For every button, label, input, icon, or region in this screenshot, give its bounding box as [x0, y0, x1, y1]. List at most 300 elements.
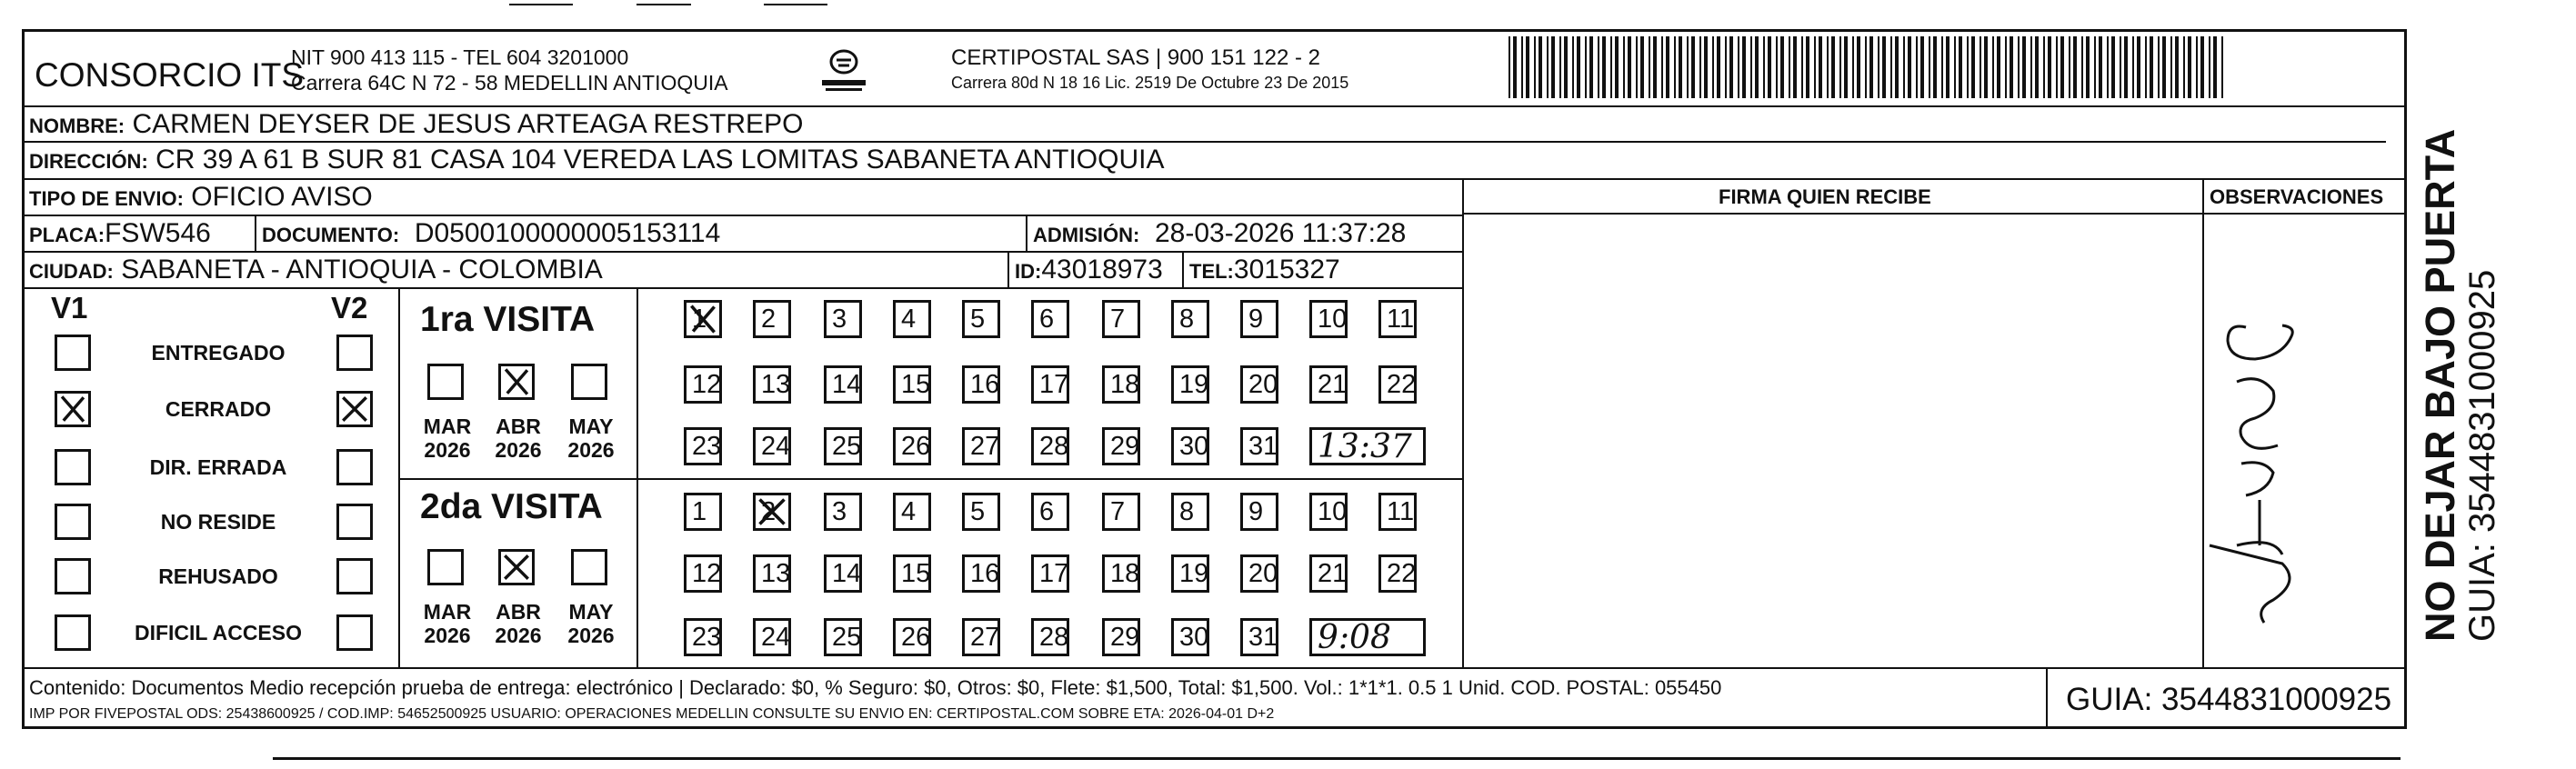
status-label: DIFICIL ACCESO: [134, 621, 302, 644]
status-v2-checkbox[interactable]: [336, 614, 373, 651]
day-box[interactable]: [1171, 427, 1209, 465]
barcode-bar: [1954, 36, 1956, 98]
barcode-bar: [1628, 36, 1631, 98]
month-checkbox[interactable]: [498, 549, 535, 585]
barcode-bar: [1577, 36, 1580, 98]
day-box[interactable]: [1031, 427, 1069, 465]
day-box[interactable]: [684, 554, 722, 593]
v1-header: V1: [51, 291, 88, 325]
barcode-bar: [1547, 36, 1549, 98]
day-box[interactable]: [962, 493, 1000, 531]
day-number: 11: [1387, 497, 1415, 526]
day-box[interactable]: [962, 554, 1000, 593]
barcode-bar: [2150, 36, 2153, 98]
barcode-bar: [1564, 36, 1568, 98]
barcode-bar: [1640, 36, 1644, 98]
day-box[interactable]: [1102, 427, 1140, 465]
day-number: 17: [1039, 559, 1069, 588]
barcode-bar: [2132, 36, 2134, 98]
barcode-bar: [1857, 36, 1860, 98]
day-box[interactable]: [753, 618, 791, 656]
barcode-bar: [1559, 36, 1561, 98]
time-box[interactable]: [1309, 427, 1426, 465]
day-box[interactable]: [753, 300, 791, 338]
day-box[interactable]: [1240, 493, 1278, 531]
ciudad-label: CIUDAD:: [29, 260, 114, 283]
barcode-bar: [1687, 36, 1689, 98]
id-value: 43018973: [1041, 255, 1163, 285]
day-box[interactable]: [893, 618, 931, 656]
day-box[interactable]: [1102, 300, 1140, 338]
barcode-bar: [2145, 36, 2147, 98]
day-box[interactable]: [1378, 300, 1417, 338]
status-label: DIR. ERRADA: [149, 455, 287, 479]
visit2-title: 2da VISITA: [420, 487, 603, 526]
barcode-bar: [1959, 36, 1962, 98]
month-checkbox[interactable]: [498, 364, 535, 400]
day-number: 2: [761, 305, 777, 334]
nombre-value: CARMEN DEYSER DE JESUS ARTEAGA RESTREPO: [132, 109, 804, 139]
admision-value: 28-03-2026 11:37:28: [1155, 218, 1407, 248]
month-name: ABR: [496, 414, 541, 438]
barcode-bar: [2018, 36, 2020, 98]
month-year: 2026: [495, 624, 542, 648]
barcode-bar: [2188, 36, 2191, 98]
scan-mark: [764, 4, 827, 5]
month-name: MAR: [423, 600, 472, 624]
day-number: 9: [1248, 497, 1264, 526]
day-box[interactable]: [1240, 618, 1278, 656]
certipostal-info: CERTIPOSTAL SAS | 900 151 122 - 2: [951, 45, 1320, 70]
day-box[interactable]: [824, 554, 862, 593]
barcode-bar: [1780, 36, 1784, 98]
barcode-bar: [2086, 36, 2090, 98]
company-address: Carrera 64C N 72 - 58 MEDELLIN ANTIOQUIA: [291, 71, 728, 95]
day-box[interactable]: [1240, 300, 1278, 338]
barcode-bar: [1903, 36, 1905, 98]
barcode-bar: [1526, 36, 1529, 98]
day-number: 3: [832, 497, 847, 526]
day-box[interactable]: [962, 618, 1000, 656]
day-number: 16: [970, 370, 1000, 399]
day-number: 23: [692, 432, 722, 461]
footer-imp: IMP POR FIVEPOSTAL ODS: 25438600925 / COD.IMP: 54652500925 USUARIO: OPERACIONES MEDELLIN CONSULTE SU ENVIO EN: CERTIPOSTAL.COM SOBRE ETA: 2026-04-01 D+2: [29, 706, 1275, 722]
status-v1-checkbox[interactable]: [55, 504, 91, 540]
barcode-bar: [1895, 36, 1899, 98]
day-box[interactable]: [1102, 493, 1140, 531]
barcode-bar: [1729, 36, 1733, 98]
barcode-bar: [1509, 36, 1510, 98]
day-box[interactable]: [1171, 618, 1209, 656]
day-box[interactable]: [824, 300, 862, 338]
v2-header: V2: [331, 291, 368, 325]
barcode-bar: [1827, 36, 1829, 98]
barcode-bar: [1908, 36, 1911, 98]
side-guia: GUIA: 3544831000925: [2462, 269, 2502, 642]
day-number: 3: [832, 305, 847, 334]
day-number: 20: [1248, 559, 1278, 588]
day-number: 26: [901, 623, 931, 652]
day-box[interactable]: [1031, 618, 1069, 656]
barcode-bar: [2030, 36, 2032, 98]
barcode-bar: [1831, 36, 1835, 98]
day-box[interactable]: [1102, 618, 1140, 656]
barcode-bar: [1920, 36, 1924, 98]
day-x-mark: [756, 495, 788, 536]
month-year: 2026: [567, 438, 615, 463]
documento-value: D0500100000005153114: [414, 218, 721, 248]
barcode-bar: [2209, 36, 2210, 98]
barcode-bar: [1602, 36, 1606, 98]
barcode-bar: [1865, 36, 1867, 98]
barcode-bar: [2137, 36, 2140, 98]
day-box[interactable]: [1378, 554, 1417, 593]
day-box[interactable]: [684, 493, 722, 531]
barcode-bar: [1653, 36, 1657, 98]
barcode-bar: [2170, 36, 2172, 98]
barcode-bar: [2022, 36, 2026, 98]
id-label: ID:: [1015, 260, 1042, 283]
status-label: REHUSADO: [158, 564, 278, 588]
barcode-bar: [1793, 36, 1797, 98]
barcode-bar: [1534, 36, 1536, 98]
barcode-bar: [1691, 36, 1695, 98]
barcode-bar: [1589, 36, 1593, 98]
certipostal-logo: [817, 42, 871, 96]
day-number: 25: [832, 432, 862, 461]
month-label: [491, 414, 546, 463]
month-year: 2026: [424, 624, 471, 648]
barcode-bar: [2043, 36, 2045, 98]
day-box[interactable]: [962, 300, 1000, 338]
scan-mark: [509, 4, 573, 5]
day-number: 13: [761, 559, 791, 588]
barcode-bar: [1539, 36, 1542, 98]
barcode-bar: [2221, 36, 2223, 98]
day-number: 15: [901, 559, 931, 588]
tipo-label: TIPO DE ENVIO:: [29, 187, 184, 210]
placa-label: PLACA:: [29, 224, 105, 246]
day-number: 24: [761, 623, 791, 652]
day-number: 7: [1110, 497, 1126, 526]
barcode-bar: [1717, 36, 1720, 98]
day-box[interactable]: [1031, 365, 1069, 404]
tipo-value: OFICIO AVISO: [191, 182, 373, 212]
day-box[interactable]: [1378, 365, 1417, 404]
placa-value: FSW546: [105, 218, 211, 248]
day-box[interactable]: [893, 365, 931, 404]
day-number: 21: [1318, 559, 1348, 588]
barcode-bar: [1649, 36, 1650, 98]
day-number: 9: [1248, 305, 1264, 334]
day-number: 26: [901, 432, 931, 461]
barcode-bar: [1712, 36, 1714, 98]
status-v2-checkbox[interactable]: [336, 558, 373, 594]
barcode-bar: [1666, 36, 1669, 98]
month-year: 2026: [495, 438, 542, 463]
barcode-bar: [1882, 36, 1886, 98]
day-number: 16: [970, 559, 1000, 588]
day-box[interactable]: [1102, 554, 1140, 593]
status-v2-checkbox[interactable]: [336, 391, 373, 427]
day-number: 1: [692, 305, 707, 334]
barcode-bar: [1776, 36, 1778, 98]
day-number: 8: [1179, 305, 1195, 334]
no-dejar-text: NO DEJAR BAJO PUERTA: [2417, 128, 2463, 642]
day-number: 12: [692, 559, 722, 588]
day-number: 17: [1039, 370, 1069, 399]
barcode-bar: [1946, 36, 1950, 98]
barcode: [1505, 36, 2228, 98]
barcode-bar: [1725, 36, 1727, 98]
status-v1-checkbox[interactable]: [55, 614, 91, 651]
day-box[interactable]: [1309, 300, 1348, 338]
barcode-bar: [1742, 36, 1746, 98]
day-number: 23: [692, 623, 722, 652]
company-name: CONSORCIO ITS: [35, 56, 305, 94]
barcode-bar: [2107, 36, 2109, 98]
ciudad-value: SABANETA - ANTIOQUIA - COLOMBIA: [121, 255, 603, 285]
barcode-bar: [1615, 36, 1619, 98]
day-number: 19: [1179, 370, 1209, 399]
barcode-bar: [1763, 36, 1765, 98]
barcode-bar: [2099, 36, 2102, 98]
barcode-bar: [1878, 36, 1879, 98]
day-number: 21: [1318, 370, 1348, 399]
day-number: 18: [1110, 559, 1140, 588]
observaciones-header: OBSERVACIONES: [2210, 185, 2384, 208]
barcode-bar: [2162, 36, 2166, 98]
day-box[interactable]: [1102, 365, 1140, 404]
barcode-bar: [1890, 36, 1892, 98]
day-box[interactable]: [824, 427, 862, 465]
company-nit: NIT 900 413 115 - TEL 604 3201000: [291, 45, 629, 69]
barcode-bar: [2200, 36, 2204, 98]
documento-label: DOCUMENTO:: [262, 224, 400, 246]
day-box[interactable]: [753, 493, 791, 531]
barcode-bar: [1929, 36, 1930, 98]
month-checkbox[interactable]: [571, 549, 607, 585]
day-number: 13: [761, 370, 791, 399]
barcode-bar: [2213, 36, 2217, 98]
day-number: 14: [832, 370, 862, 399]
month-label: [564, 600, 618, 648]
barcode-bar: [1598, 36, 1599, 98]
barcode-bar: [1814, 36, 1816, 98]
day-box[interactable]: [1171, 365, 1209, 404]
day-box[interactable]: [1240, 554, 1278, 593]
time-box[interactable]: [1309, 618, 1426, 656]
barcode-bar: [1852, 36, 1854, 98]
day-box[interactable]: [684, 427, 722, 465]
barcode-bar: [1980, 36, 1981, 98]
barcode-bar: [1806, 36, 1809, 98]
day-box[interactable]: [1031, 493, 1069, 531]
day-box[interactable]: [824, 365, 862, 404]
status-v2-checkbox[interactable]: [336, 504, 373, 540]
barcode-bar: [1513, 36, 1517, 98]
month-name: MAY: [568, 600, 614, 624]
status-v1-checkbox[interactable]: [55, 391, 91, 427]
barcode-bar: [2111, 36, 2115, 98]
day-number: 7: [1110, 305, 1126, 334]
tel-label: TEL:: [1189, 260, 1234, 283]
barcode-bar: [2056, 36, 2058, 98]
day-box[interactable]: [1240, 427, 1278, 465]
day-number: 11: [1387, 305, 1415, 334]
day-box[interactable]: [1240, 365, 1278, 404]
status-v2-checkbox[interactable]: [336, 335, 373, 371]
day-box[interactable]: [1031, 300, 1069, 338]
day-number: 28: [1039, 623, 1069, 652]
day-box[interactable]: [753, 554, 791, 593]
status-v1-checkbox[interactable]: [55, 449, 91, 485]
bottom-rule: [273, 757, 2401, 760]
barcode-bar: [1699, 36, 1701, 98]
barcode-bar: [1819, 36, 1822, 98]
day-box[interactable]: [824, 493, 862, 531]
day-box[interactable]: [1309, 554, 1348, 593]
day-number: 10: [1318, 497, 1348, 526]
barcode-bar: [1661, 36, 1663, 98]
day-box[interactable]: [1309, 493, 1348, 531]
day-number: 18: [1110, 370, 1140, 399]
day-number: 6: [1039, 497, 1055, 526]
barcode-bar: [2005, 36, 2007, 98]
barcode-bar: [2120, 36, 2121, 98]
day-number: 6: [1039, 305, 1055, 334]
barcode-bar: [1636, 36, 1638, 98]
barcode-bar: [1674, 36, 1676, 98]
status-v2-checkbox[interactable]: [336, 449, 373, 485]
barcode-bar: [1844, 36, 1848, 98]
day-box[interactable]: [893, 554, 931, 593]
day-box[interactable]: [893, 493, 931, 531]
barcode-bar: [1992, 36, 1994, 98]
barcode-bar: [1916, 36, 1918, 98]
barcode-bar: [2158, 36, 2160, 98]
day-number: 14: [832, 559, 862, 588]
barcode-bar: [2081, 36, 2083, 98]
side-label: [2419, 129, 2502, 642]
status-v1-checkbox[interactable]: [55, 558, 91, 594]
barcode-bar: [1551, 36, 1555, 98]
day-box[interactable]: [1171, 493, 1209, 531]
barcode-bar: [2073, 36, 2077, 98]
barcode-bar: [1789, 36, 1790, 98]
month-checkbox[interactable]: [571, 364, 607, 400]
month-label: [564, 414, 618, 463]
day-box[interactable]: [1309, 365, 1348, 404]
day-box[interactable]: [824, 618, 862, 656]
barcode-bar: [1521, 36, 1523, 98]
day-number: 20: [1248, 370, 1278, 399]
day-box[interactable]: [893, 300, 931, 338]
day-box[interactable]: [893, 427, 931, 465]
barcode-bar: [2010, 36, 2013, 98]
barcode-bar: [1869, 36, 1873, 98]
day-number: 30: [1179, 623, 1209, 652]
day-box[interactable]: [962, 365, 1000, 404]
barcode-bar: [2060, 36, 2064, 98]
month-year: 2026: [424, 438, 471, 463]
barcode-bar: [1839, 36, 1841, 98]
day-number: 24: [761, 432, 791, 461]
handwritten-time: 9:08: [1318, 619, 1391, 656]
day-number: 4: [901, 497, 917, 526]
scan-mark: [636, 4, 691, 5]
day-box[interactable]: [753, 427, 791, 465]
month-label: [420, 414, 475, 463]
day-number: 25: [832, 623, 862, 652]
barcode-bar: [2094, 36, 2096, 98]
footer-contenido: Contenido: Documentos Medio recepción prueba de entrega: electrónico | Declarado: $0, % Seguro: $0, Otros: $0, Flete: $1,500, Total: $1,500. Vol.: 1*1*1. 0.5 1 Unid. COD. POSTAL: 055450: [29, 676, 1722, 699]
day-box[interactable]: [1171, 300, 1209, 338]
day-number: 2: [761, 497, 777, 526]
month-name: ABR: [496, 600, 541, 624]
day-box[interactable]: [753, 365, 791, 404]
month-name: MAR: [423, 414, 472, 438]
barcode-bar: [1623, 36, 1625, 98]
day-number: 22: [1387, 370, 1417, 399]
day-number: 19: [1179, 559, 1209, 588]
barcode-bar: [1768, 36, 1771, 98]
tel-value: 3015327: [1233, 255, 1340, 285]
day-number: 27: [970, 623, 1000, 652]
day-number: 15: [901, 370, 931, 399]
day-number: 29: [1110, 432, 1140, 461]
day-box[interactable]: [684, 618, 722, 656]
barcode-bar: [1933, 36, 1937, 98]
day-number: 31: [1248, 432, 1278, 461]
direccion-value: CR 39 A 61 B SUR 81 CASA 104 VEREDA LAS LOMITAS SABANETA ANTIOQUIA: [155, 145, 1165, 175]
day-box[interactable]: [1171, 554, 1209, 593]
day-number: 10: [1318, 305, 1348, 334]
month-year: 2026: [567, 624, 615, 648]
visit1-title: 1ra VISITA: [420, 300, 596, 339]
barcode-bar: [1941, 36, 1943, 98]
barcode-bar: [2183, 36, 2185, 98]
month-checkbox[interactable]: [427, 549, 464, 585]
status-v1-checkbox[interactable]: [55, 335, 91, 371]
day-box[interactable]: [962, 427, 1000, 465]
day-number: 27: [970, 432, 1000, 461]
status-label: CERRADO: [165, 397, 272, 421]
month-label: [420, 600, 475, 648]
day-number: 29: [1110, 623, 1140, 652]
barcode-bar: [1704, 36, 1708, 98]
admision-label: ADMISIÓN:: [1033, 224, 1140, 246]
day-box[interactable]: [684, 365, 722, 404]
day-box[interactable]: [684, 300, 722, 338]
month-name: MAY: [568, 414, 614, 438]
barcode-bar: [2048, 36, 2051, 98]
day-number: 1: [692, 497, 707, 526]
day-number: 31: [1248, 623, 1278, 652]
day-number: 5: [970, 497, 986, 526]
month-checkbox[interactable]: [427, 364, 464, 400]
barcode-bar: [1585, 36, 1587, 98]
status-label: ENTREGADO: [151, 341, 286, 365]
day-x-mark: [687, 303, 719, 344]
status-label: NO RESIDE: [160, 510, 276, 534]
barcode-bar: [1750, 36, 1752, 98]
day-box[interactable]: [1031, 554, 1069, 593]
barcode-bar: [2069, 36, 2070, 98]
day-box[interactable]: [1378, 493, 1417, 531]
barcode-bar: [1801, 36, 1803, 98]
barcode-bar: [1997, 36, 2000, 98]
